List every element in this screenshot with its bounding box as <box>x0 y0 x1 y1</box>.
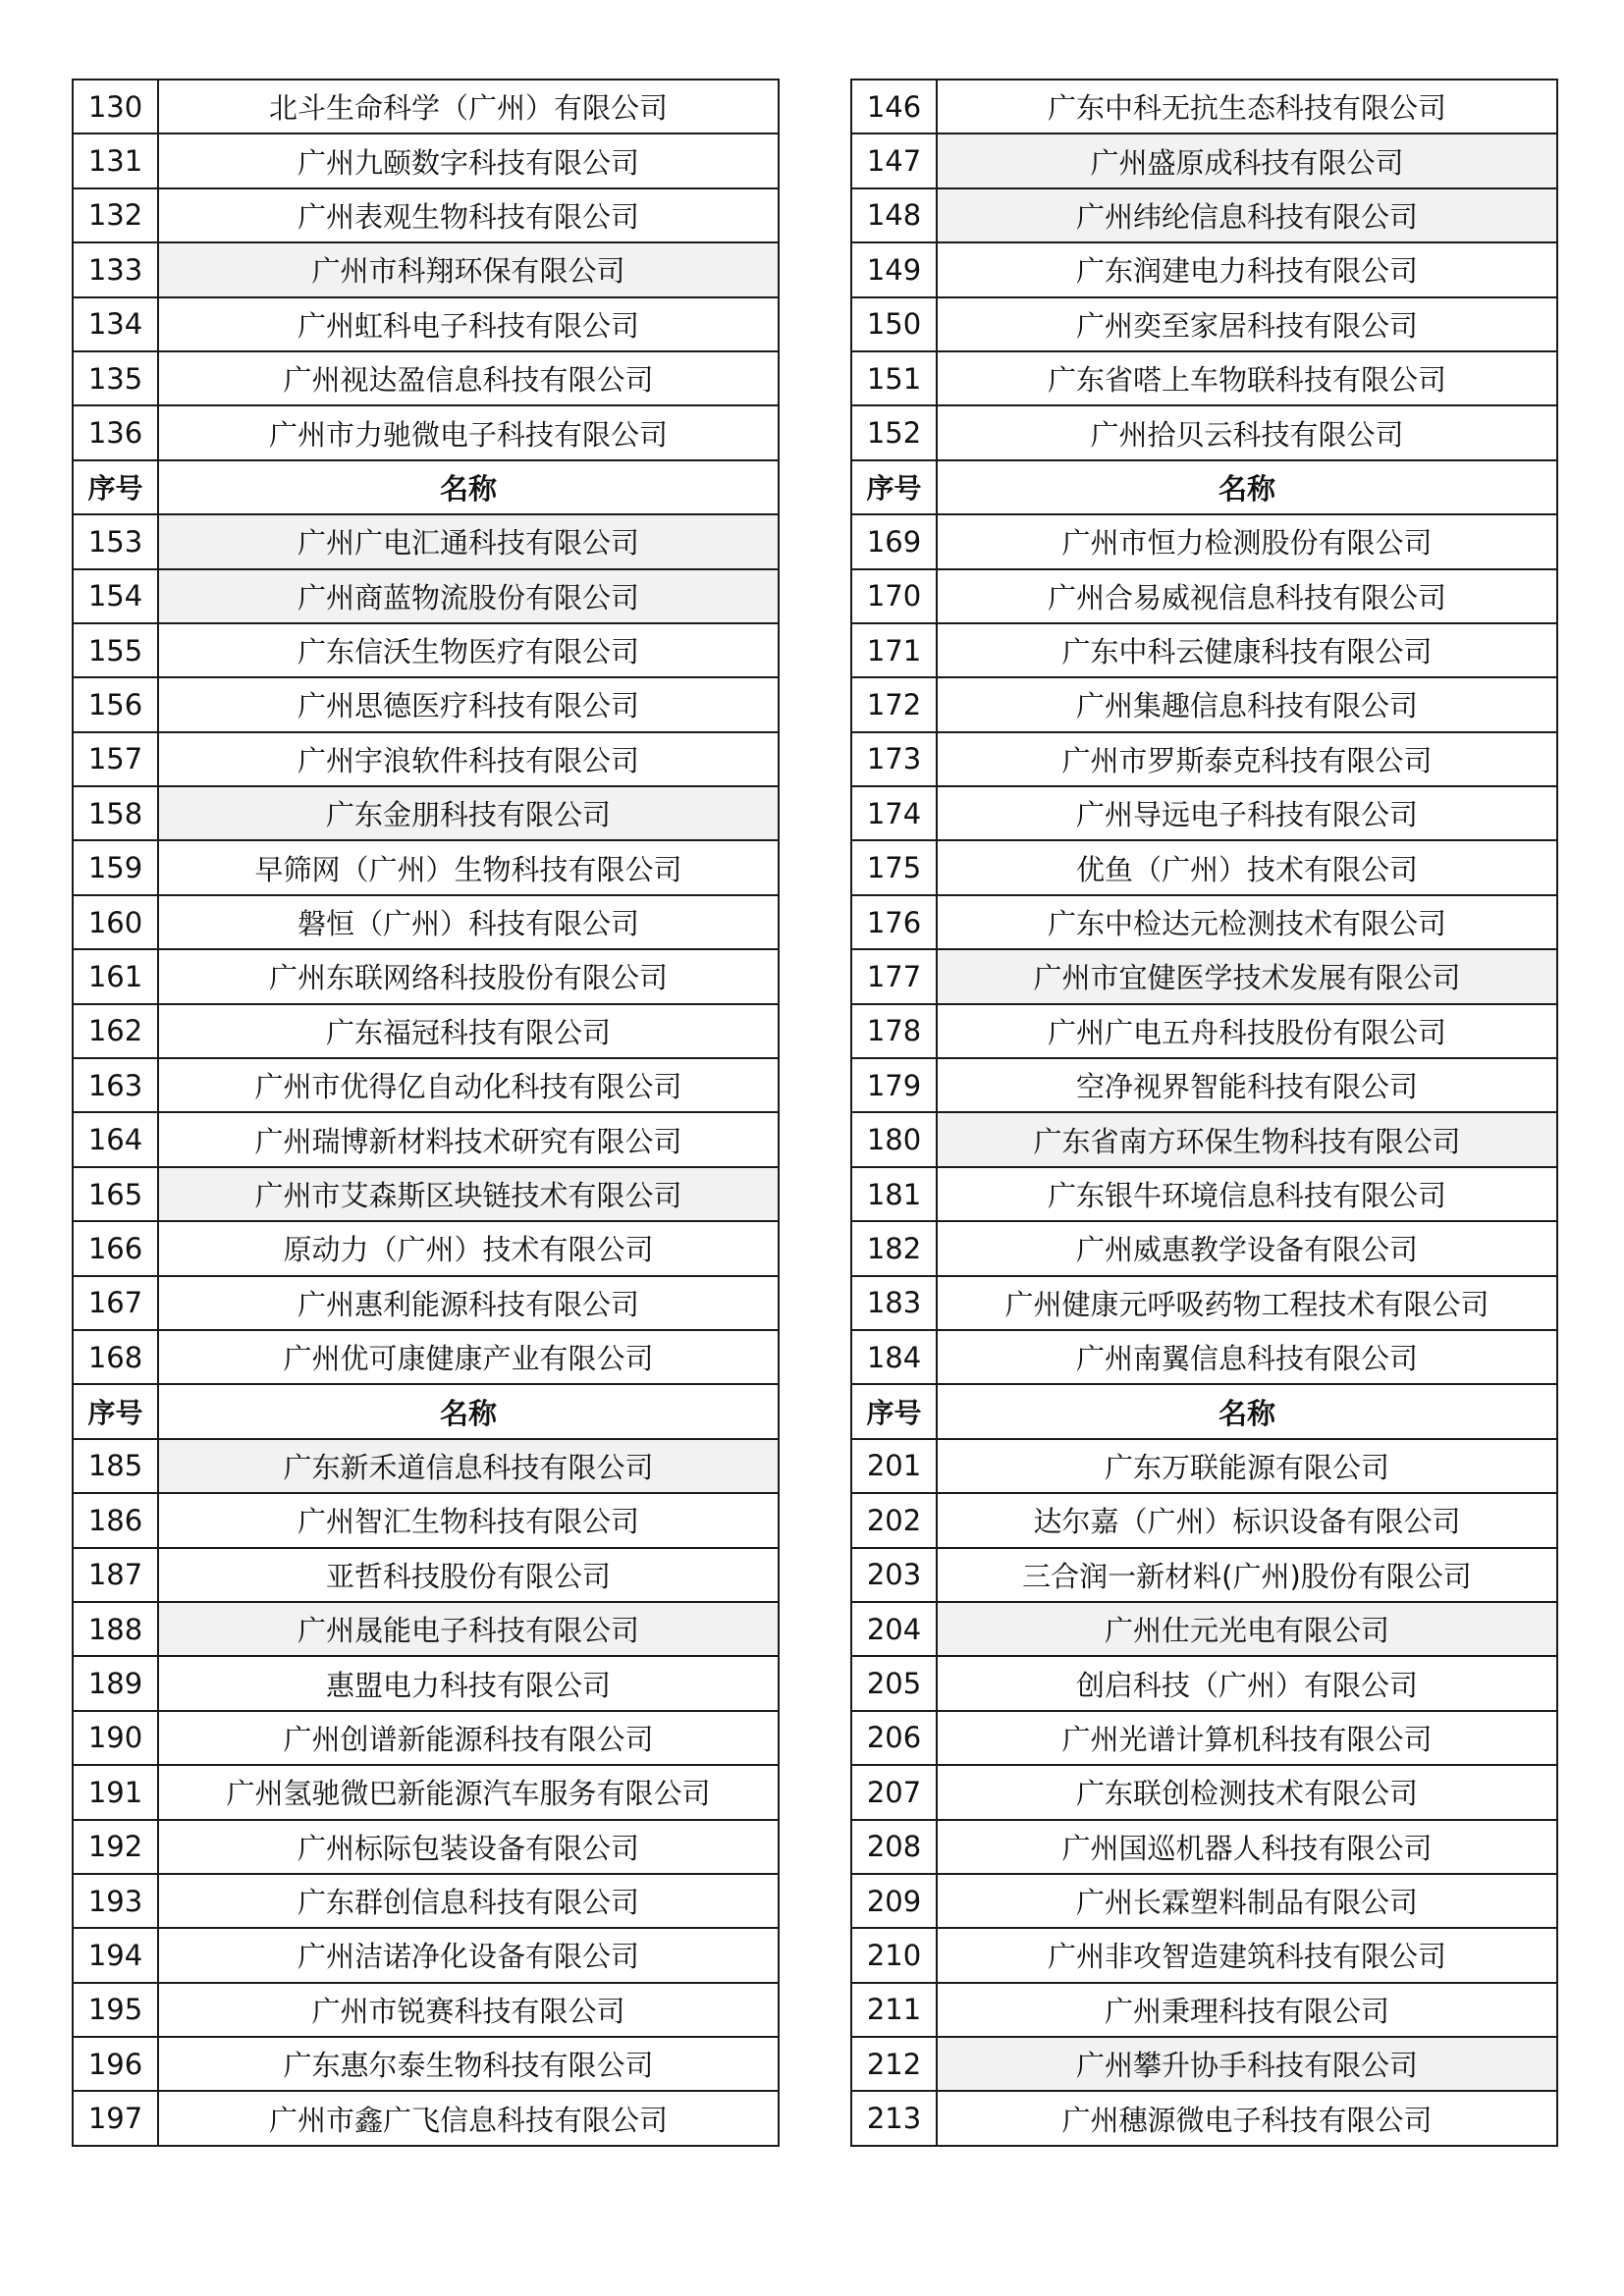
company-name: 北斗生命科学（广州）有限公司 <box>158 80 779 133</box>
table-row <box>851 1004 1557 1058</box>
company-name: 磐恒（广州）科技有限公司 <box>158 895 779 949</box>
table-row <box>851 1874 1557 1928</box>
table-row <box>851 1765 1557 1819</box>
row-number: 148 <box>851 188 937 242</box>
table-row <box>73 1112 779 1166</box>
table-row <box>73 80 779 133</box>
table-row <box>851 840 1557 894</box>
company-name: 早筛网（广州）生物科技有限公司 <box>158 840 779 894</box>
table-row <box>851 80 1557 133</box>
row-number: 164 <box>73 1112 158 1166</box>
company-name: 广州视达盈信息科技有限公司 <box>158 351 779 405</box>
company-name: 广州市罗斯泰克科技有限公司 <box>937 732 1557 786</box>
company-name: 广州长霖塑料制品有限公司 <box>937 1874 1557 1928</box>
company-name: 广东万联能源有限公司 <box>937 1439 1557 1493</box>
table-row <box>73 786 779 840</box>
company-name: 广东联创检测技术有限公司 <box>937 1765 1557 1819</box>
table-row <box>73 1004 779 1058</box>
row-number: 180 <box>851 1112 937 1166</box>
row-number: 213 <box>851 2091 937 2145</box>
company-name: 广州市恒力检测股份有限公司 <box>937 514 1557 568</box>
row-number: 165 <box>73 1167 158 1221</box>
company-name: 广州惠利能源科技有限公司 <box>158 1276 779 1330</box>
company-name: 广州拾贝云科技有限公司 <box>937 405 1557 459</box>
header-row <box>73 460 779 514</box>
table-row <box>851 895 1557 949</box>
table-row <box>851 949 1557 1003</box>
company-name: 广州晟能电子科技有限公司 <box>158 1602 779 1656</box>
row-number: 160 <box>73 895 158 949</box>
row-number: 166 <box>73 1221 158 1275</box>
table-row <box>73 1983 779 2037</box>
row-number: 212 <box>851 2037 937 2091</box>
row-number: 183 <box>851 1276 937 1330</box>
row-number: 187 <box>73 1548 158 1602</box>
company-name: 广州市鑫广飞信息科技有限公司 <box>158 2091 779 2145</box>
table-row <box>851 1167 1557 1221</box>
company-name: 广东润建电力科技有限公司 <box>937 242 1557 296</box>
company-name: 广州东联网络科技股份有限公司 <box>158 949 779 1003</box>
table-row <box>851 1656 1557 1710</box>
company-name: 广州市艾森斯区块链技术有限公司 <box>158 1167 779 1221</box>
row-number: 191 <box>73 1765 158 1819</box>
company-name: 广州南翼信息科技有限公司 <box>937 1330 1557 1384</box>
company-name: 广州标际包装设备有限公司 <box>158 1820 779 1874</box>
header-number: 序号 <box>73 1384 158 1438</box>
row-number: 156 <box>73 677 158 731</box>
company-name: 广东金朋科技有限公司 <box>158 786 779 840</box>
row-number: 149 <box>851 242 937 296</box>
company-name: 亚哲科技股份有限公司 <box>158 1548 779 1602</box>
table-row <box>851 242 1557 296</box>
table-row <box>73 1276 779 1330</box>
row-number: 130 <box>73 80 158 133</box>
company-name: 原动力（广州）技术有限公司 <box>158 1221 779 1275</box>
row-number: 150 <box>851 297 937 351</box>
company-name: 广州秉理科技有限公司 <box>937 1983 1557 2037</box>
table-row <box>73 1820 779 1874</box>
row-number: 206 <box>851 1711 937 1765</box>
table-row <box>851 1058 1557 1112</box>
table-row <box>73 1058 779 1112</box>
header-row <box>851 1384 1557 1438</box>
company-name: 广东中科云健康科技有限公司 <box>937 623 1557 677</box>
table-row <box>73 677 779 731</box>
company-name: 广东中科无抗生态科技有限公司 <box>937 80 1557 133</box>
row-number: 192 <box>73 1820 158 1874</box>
row-number: 210 <box>851 1928 937 1982</box>
row-number: 189 <box>73 1656 158 1710</box>
row-number: 171 <box>851 623 937 677</box>
company-name: 广州市优得亿自动化科技有限公司 <box>158 1058 779 1112</box>
row-number: 134 <box>73 297 158 351</box>
company-name: 广东省嗒上车物联科技有限公司 <box>937 351 1557 405</box>
table-row <box>851 1221 1557 1275</box>
row-number: 158 <box>73 786 158 840</box>
company-name: 广州穗源微电子科技有限公司 <box>937 2091 1557 2145</box>
company-name: 广州光谱计算机科技有限公司 <box>937 1711 1557 1765</box>
row-number: 157 <box>73 732 158 786</box>
table-row <box>73 1656 779 1710</box>
table-row <box>73 1167 779 1221</box>
row-number: 169 <box>851 514 937 568</box>
header-name: 名称 <box>158 1384 779 1438</box>
row-number: 167 <box>73 1276 158 1330</box>
row-number: 153 <box>73 514 158 568</box>
table-row <box>851 133 1557 187</box>
company-name: 广州商蓝物流股份有限公司 <box>158 569 779 623</box>
table-row <box>73 1548 779 1602</box>
table-row <box>73 188 779 242</box>
row-number: 136 <box>73 405 158 459</box>
table-row <box>73 949 779 1003</box>
company-name: 广州盛原成科技有限公司 <box>937 133 1557 187</box>
company-name: 广州威惠教学设备有限公司 <box>937 1221 1557 1275</box>
company-name: 广东中检达元检测技术有限公司 <box>937 895 1557 949</box>
table-row <box>851 2037 1557 2091</box>
row-number: 195 <box>73 1983 158 2037</box>
table-row <box>73 1439 779 1493</box>
table-row <box>73 1330 779 1384</box>
table-row <box>851 569 1557 623</box>
company-name: 广州虹科电子科技有限公司 <box>158 297 779 351</box>
company-name: 广东银牛环境信息科技有限公司 <box>937 1167 1557 1221</box>
table-row <box>73 1928 779 1982</box>
row-number: 151 <box>851 351 937 405</box>
company-name: 广州仕元光电有限公司 <box>937 1602 1557 1656</box>
company-name: 广州市锐赛科技有限公司 <box>158 1983 779 2037</box>
table-row <box>851 1493 1557 1547</box>
company-name: 广东惠尔泰生物科技有限公司 <box>158 2037 779 2091</box>
row-number: 147 <box>851 133 937 187</box>
header-row <box>73 1384 779 1438</box>
company-name: 广州洁诺净化设备有限公司 <box>158 1928 779 1982</box>
company-name: 广州氢驰微巴新能源汽车服务有限公司 <box>158 1765 779 1819</box>
table-row <box>851 1439 1557 1493</box>
row-number: 154 <box>73 569 158 623</box>
table-row <box>851 732 1557 786</box>
table-row <box>851 1711 1557 1765</box>
company-name: 创启科技（广州）有限公司 <box>937 1656 1557 1710</box>
company-name: 广州宇浪软件科技有限公司 <box>158 732 779 786</box>
company-name: 广东信沃生物医疗有限公司 <box>158 623 779 677</box>
row-number: 211 <box>851 1983 937 2037</box>
row-number: 133 <box>73 242 158 296</box>
header-number: 序号 <box>73 460 158 514</box>
row-number: 194 <box>73 1928 158 1982</box>
row-number: 185 <box>73 1439 158 1493</box>
row-number: 208 <box>851 1820 937 1874</box>
row-number: 168 <box>73 1330 158 1384</box>
company-name: 广州广电汇通科技有限公司 <box>158 514 779 568</box>
header-name: 名称 <box>937 1384 1557 1438</box>
company-name: 广州集趣信息科技有限公司 <box>937 677 1557 731</box>
header-number: 序号 <box>851 1384 937 1438</box>
row-number: 204 <box>851 1602 937 1656</box>
table-row <box>851 1928 1557 1982</box>
row-number: 155 <box>73 623 158 677</box>
row-number: 179 <box>851 1058 937 1112</box>
company-name: 广东新禾道信息科技有限公司 <box>158 1439 779 1493</box>
table-row <box>73 2091 779 2145</box>
table-row <box>73 351 779 405</box>
table-row <box>851 1112 1557 1166</box>
table-row <box>851 188 1557 242</box>
table-row <box>851 1330 1557 1384</box>
row-number: 152 <box>851 405 937 459</box>
row-number: 202 <box>851 1493 937 1547</box>
company-name: 广州优可康健康产业有限公司 <box>158 1330 779 1384</box>
row-number: 173 <box>851 732 937 786</box>
company-name: 广州广电五舟科技股份有限公司 <box>937 1004 1557 1058</box>
table-row <box>73 297 779 351</box>
table-row <box>73 1221 779 1275</box>
company-name: 广州纬纶信息科技有限公司 <box>937 188 1557 242</box>
row-number: 175 <box>851 840 937 894</box>
row-number: 207 <box>851 1765 937 1819</box>
table-row <box>73 1493 779 1547</box>
row-number: 163 <box>73 1058 158 1112</box>
row-number: 209 <box>851 1874 937 1928</box>
company-name: 广州思德医疗科技有限公司 <box>158 677 779 731</box>
table-row <box>851 1602 1557 1656</box>
row-number: 178 <box>851 1004 937 1058</box>
row-number: 174 <box>851 786 937 840</box>
company-table-right <box>850 79 1558 2147</box>
table-row <box>73 242 779 296</box>
table-row <box>73 623 779 677</box>
company-name: 广州市力驰微电子科技有限公司 <box>158 405 779 459</box>
row-number: 131 <box>73 133 158 187</box>
table-row <box>73 732 779 786</box>
company-name: 惠盟电力科技有限公司 <box>158 1656 779 1710</box>
row-number: 162 <box>73 1004 158 1058</box>
header-name: 名称 <box>158 460 779 514</box>
company-name: 广州创谱新能源科技有限公司 <box>158 1711 779 1765</box>
row-number: 201 <box>851 1439 937 1493</box>
table-row <box>73 514 779 568</box>
table-row <box>851 1276 1557 1330</box>
row-number: 181 <box>851 1167 937 1221</box>
row-number: 177 <box>851 949 937 1003</box>
company-name: 三合润一新材料(广州)股份有限公司 <box>937 1548 1557 1602</box>
row-number: 176 <box>851 895 937 949</box>
row-number: 196 <box>73 2037 158 2091</box>
company-name: 广州非攻智造建筑科技有限公司 <box>937 1928 1557 1982</box>
row-number: 205 <box>851 1656 937 1710</box>
header-name: 名称 <box>937 460 1557 514</box>
company-name: 广州九颐数字科技有限公司 <box>158 133 779 187</box>
table-row <box>73 1602 779 1656</box>
table-row <box>73 840 779 894</box>
table-row <box>851 297 1557 351</box>
table-row <box>73 2037 779 2091</box>
table-row <box>851 2091 1557 2145</box>
row-number: 135 <box>73 351 158 405</box>
table-row <box>851 351 1557 405</box>
company-name: 广东福冠科技有限公司 <box>158 1004 779 1058</box>
table-row <box>851 1983 1557 2037</box>
table-row <box>73 405 779 459</box>
header-row <box>851 460 1557 514</box>
row-number: 186 <box>73 1493 158 1547</box>
table-row <box>73 569 779 623</box>
row-number: 203 <box>851 1548 937 1602</box>
company-name: 广东省南方环保生物科技有限公司 <box>937 1112 1557 1166</box>
table-row <box>73 895 779 949</box>
company-name: 广州智汇生物科技有限公司 <box>158 1493 779 1547</box>
table-row <box>851 405 1557 459</box>
company-name: 广东群创信息科技有限公司 <box>158 1874 779 1928</box>
company-name: 广州导远电子科技有限公司 <box>937 786 1557 840</box>
row-number: 132 <box>73 188 158 242</box>
row-number: 197 <box>73 2091 158 2145</box>
company-name: 广州国巡机器人科技有限公司 <box>937 1820 1557 1874</box>
row-number: 190 <box>73 1711 158 1765</box>
company-name: 广州市科翔环保有限公司 <box>158 242 779 296</box>
header-number: 序号 <box>851 460 937 514</box>
table-row <box>851 1548 1557 1602</box>
company-table-left <box>72 79 780 2147</box>
company-name: 广州攀升协手科技有限公司 <box>937 2037 1557 2091</box>
company-name: 广州合易威视信息科技有限公司 <box>937 569 1557 623</box>
table-row <box>851 677 1557 731</box>
table-row <box>851 514 1557 568</box>
company-name: 广州奕至家居科技有限公司 <box>937 297 1557 351</box>
company-name: 广州市宜健医学技术发展有限公司 <box>937 949 1557 1003</box>
row-number: 161 <box>73 949 158 1003</box>
company-name: 广州健康元呼吸药物工程技术有限公司 <box>937 1276 1557 1330</box>
table-row <box>73 133 779 187</box>
row-number: 188 <box>73 1602 158 1656</box>
table-row <box>851 1820 1557 1874</box>
company-name: 达尔嘉（广州）标识设备有限公司 <box>937 1493 1557 1547</box>
row-number: 184 <box>851 1330 937 1384</box>
row-number: 172 <box>851 677 937 731</box>
table-row <box>73 1765 779 1819</box>
table-row <box>73 1711 779 1765</box>
row-number: 170 <box>851 569 937 623</box>
company-name: 广州表观生物科技有限公司 <box>158 188 779 242</box>
company-name: 广州瑞博新材料技术研究有限公司 <box>158 1112 779 1166</box>
table-row <box>851 623 1557 677</box>
company-name: 优鱼（广州）技术有限公司 <box>937 840 1557 894</box>
row-number: 146 <box>851 80 937 133</box>
row-number: 159 <box>73 840 158 894</box>
table-row <box>851 786 1557 840</box>
table-row <box>73 1874 779 1928</box>
company-name: 空净视界智能科技有限公司 <box>937 1058 1557 1112</box>
row-number: 193 <box>73 1874 158 1928</box>
row-number: 182 <box>851 1221 937 1275</box>
